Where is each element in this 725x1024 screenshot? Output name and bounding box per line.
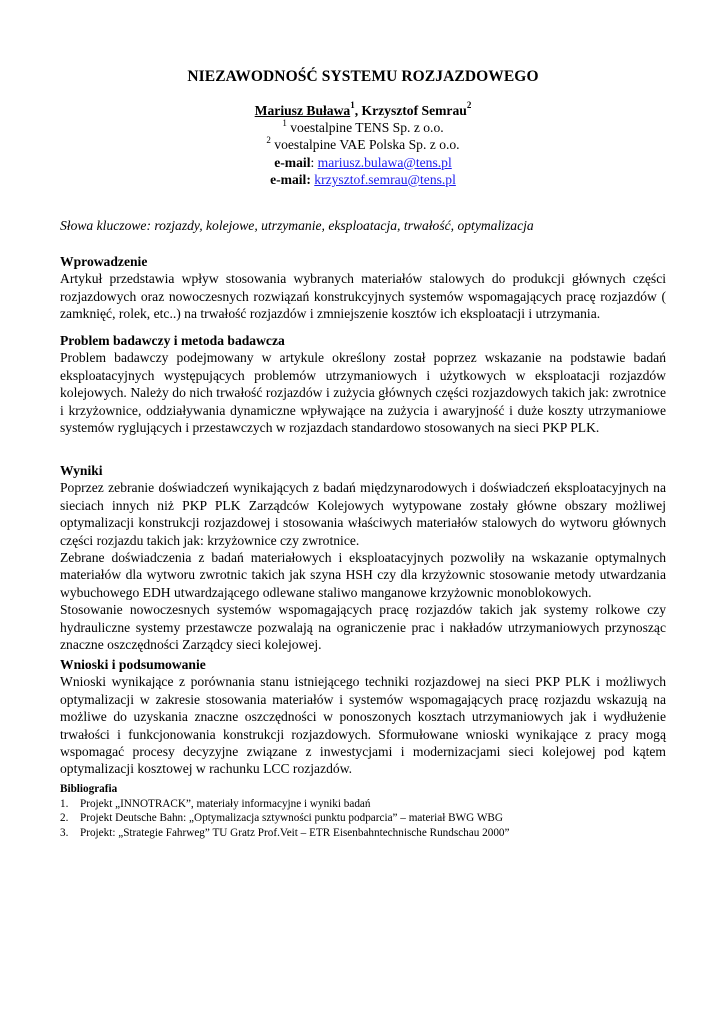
author-1-name: Mariusz Buława (254, 103, 351, 118)
email-colon-1: : (310, 154, 318, 170)
email-line-2 (60, 171, 666, 188)
section-paragraph: Problem badawczy podejmowany w artykule określony został poprzez wskazanie na podstawie badań eksploatacyjnych występujących problemów utrzymaniowych i użytkowych w eksploatacji rozjazdów kolejowych. Należy do nich trwałość rozjazdów i zużycia głównych części rozjazdowych takich jak: zwrotnice i krzyżownice, oddziaływania dynamiczne wpływające na zużycia i awaryjność i duże koszty utrzymaniowe systemów ryglujących i przestawczych w rozjazdach standardowo stosowanych na sieci PKP PLK. (60, 350, 666, 436)
bibliography (60, 782, 666, 840)
section-heading: Problem badawczy i metoda badawcza (60, 333, 285, 348)
affiliation-1-mark: 1 (282, 117, 287, 128)
bibliography-item-text: Projekt „INNOTRACK”, materiały informacyjne i wyniki badań (80, 798, 371, 811)
email-label-2: e-mail: (270, 171, 311, 187)
bibliography-item-number: 2. (60, 812, 69, 825)
bibliography-item (60, 826, 666, 840)
section-paragraph: Artykuł przedstawia wpływ stosowania wybranych materiałów stalowych do produkcji głównych części rozjazdowych oraz nowoczesnych rozwiązań konstrukcyjnych systemów wspomagających pracę rozjazdów ( zamknięć, rolek, etc..) na trwałość rozjazdów i zmniejszenie kosztów ich eksploatacji i utrzymania. (60, 271, 666, 322)
paper-title: NIEZAWODNOŚĆ SYSTEMU ROZJAZDOWEGO (187, 68, 539, 85)
section-research-problem (60, 332, 666, 436)
affiliation-1 (60, 119, 666, 136)
author-1-affiliation-mark: 1 (350, 100, 355, 111)
bibliography-item-number: 3. (60, 826, 69, 839)
author-line (60, 102, 666, 119)
bibliography-item (60, 797, 666, 811)
author-2-affiliation-mark: 2 (466, 100, 472, 111)
keywords: Słowa kluczowe: rozjazdy, kolejowe, utrzymanie, eksploatacja, trwałość, optymalizacja (60, 218, 534, 233)
section-heading: Wyniki (60, 463, 103, 478)
affiliation-2-mark: 2 (266, 134, 271, 145)
bibliography-item-text: Projekt Deutsche Bahn: „Optymalizacja sztywności punktu podparcia” – materiał BWG WBG (80, 812, 503, 825)
section-conclusions (60, 656, 666, 778)
section-paragraph: Wnioski wynikające z porównania stanu istniejącego techniki rozjazdowej na sieci PKP PLK i możliwych optymalizacji w zakresie stosowania materiałów i systemów wspomagających pracę rozjazdu wskazują na możliwe do uzyskania znaczne oszczędności w ponoszonych kosztach utrzymaniowych jak i wydłużenie trwałości i funkcjonowania konstrukcji rozjazdowych. Sformułowane wnioski wynikające z pracy mogą wspomagać procesy decyzyjne związane z inwestycjami i modernizacjami sieci kolejowej pod kątem optymalizacji kosztowej w rachunku LCC rozjazdów. (60, 674, 666, 777)
bibliography-list (60, 797, 666, 840)
section-paragraph: Zebrane doświadczenia z badań materiałowych i eksploatacyjnych pozwoliły na wskazanie optymalnych materiałów dla wytworu zwrotnic takich jak szyna HSH czy dla krzyżownic stosowanie metody utwardzania wybuchowego EDH utwardzającego odlewane staliwo manganowe krzyżownic monoblokowych. (60, 550, 666, 600)
bibliography-item (60, 811, 666, 825)
bibliography-heading: Bibliografia (60, 783, 118, 795)
section-paragraph: Poprzez zebranie doświadczeń wynikających z badań międzynarodowych i doświadczeń eksploatacyjnych na sieciach innych niż PKP PLK Zarządców Kolejowych wytypowane zostały główne obszary możliwej optymalizacji konstrukcji rozjazdowej i stosowania właściwych materiałów stalowych do wytworu głównych części rozjazdu takich jak: krzyżownice czy zwrotnice. (60, 480, 666, 548)
author-block (60, 102, 666, 188)
bibliography-item-number: 1. (60, 798, 69, 811)
bibliography-item-text: Projekt: „Strategie Fahrweg” TU Gratz Prof.Veit – ETR Eisenbahntechnische Rundschau 2000” (80, 826, 510, 839)
email-line-1 (60, 154, 666, 171)
email-link-1[interactable]: mariusz.bulawa@tens.pl (317, 154, 452, 170)
section-paragraph: Stosowanie nowoczesnych systemów wspomagających pracę rozjazdów takich jak systemy rolkowe czy hydrauliczne systemy przestawcze pozwalają na ograniczenie prac i nakładów utrzymaniowych przynosząc znaczne oszczędności Zarządcy sieci kolejowej. (60, 602, 666, 653)
section-heading: Wprowadzenie (60, 254, 148, 269)
affiliation-2 (60, 136, 666, 153)
author-2-name: Krzysztof Semrau (361, 103, 467, 118)
section-results (60, 462, 666, 653)
author-separator: , (354, 103, 362, 118)
section-introduction (60, 253, 666, 323)
email-link-2[interactable]: krzysztof.semrau@tens.pl (314, 171, 456, 187)
affiliation-2-text: voestalpine VAE Polska Sp. z o.o. (270, 137, 460, 153)
email-label-1: e-mail (274, 154, 311, 170)
section-heading: Wnioski i podsumowanie (60, 657, 206, 672)
affiliation-1-text: voestalpine TENS Sp. z o.o. (286, 120, 444, 136)
